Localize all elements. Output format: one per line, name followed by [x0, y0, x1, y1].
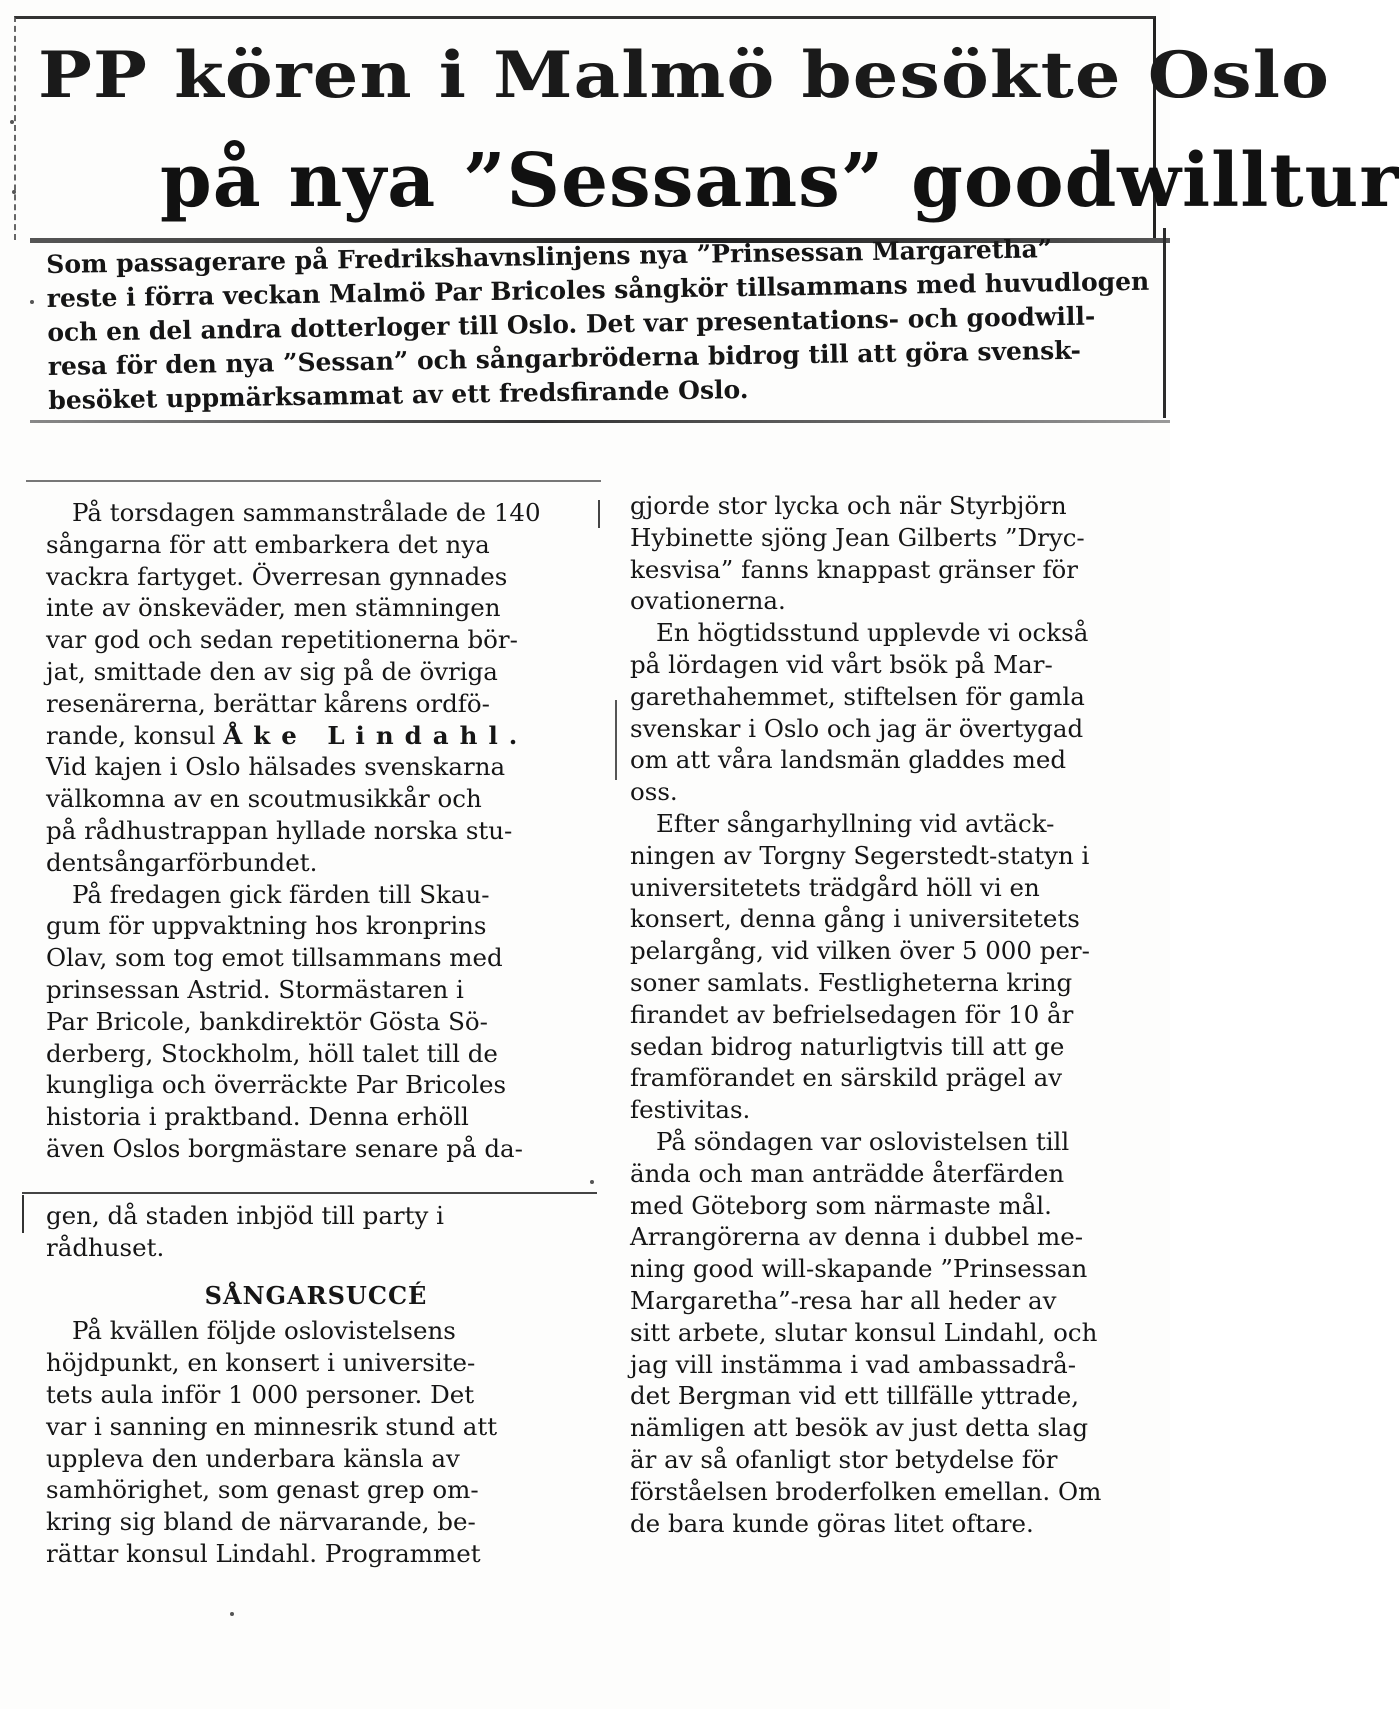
body-line: rådhuset.	[46, 1232, 165, 1262]
column-divider	[615, 700, 617, 780]
column-wrap-rule	[22, 1195, 24, 1233]
body-line: Efter sångarhyllning vid avtäck-	[656, 808, 1055, 838]
body-line: även Oslos borgmästare senare på da-	[46, 1133, 523, 1163]
body-line: var god och sedan repetitionerna bör-	[46, 625, 518, 655]
body-line: dentsångarförbundet.	[46, 847, 318, 877]
body-line: På söndagen var oslovistelsen till	[656, 1126, 1070, 1156]
body-line: garethahemmet, stiftelsen för gamla	[630, 681, 1085, 711]
body-line: Par Bricole, bankdirektör Gösta Sö-	[46, 1006, 488, 1036]
body-line: på lördagen vid vårt bsök på Mar-	[630, 649, 1053, 679]
body-line: firandet av befrielsedagen för 10 år	[630, 999, 1074, 1029]
body-line: ning good will-skapande ”Prinsessan	[630, 1254, 1088, 1284]
body-line: inte av önskeväder, men stämningen	[46, 593, 501, 623]
headline-line-2: på nya ”Sessans” goodwilltur	[160, 138, 1399, 224]
body-line: svenskar i Oslo och jag är övertygad	[630, 713, 1084, 743]
section-subhead: SÅNGARSUCCÉ	[204, 1280, 428, 1310]
body-line: ningen av Torgny Segerstedt-statyn i	[630, 840, 1090, 870]
body-line: om att våra landsmän gladdes med	[630, 745, 1067, 775]
body-line: ända och man anträdde återfärden	[630, 1158, 1065, 1188]
column-wrap-rule	[22, 1192, 597, 1194]
left-column-top-rule	[26, 480, 601, 482]
body-line: festivitas.	[630, 1095, 751, 1125]
lead-line: resa för den nya ”Sessan” och sångarbröderna bidrog till att göra svensk-	[47, 335, 1082, 381]
lead-bottom-rule	[30, 420, 1170, 423]
body-line: gum för uppvaktning hos kronprins	[46, 911, 487, 941]
lead-line: reste i förra veckan Malmö Par Bricoles sångkör tillsammans med huvudlogen	[46, 266, 1150, 313]
lead-line: Som passagerare på Fredrikshavnslinjens nya ”Prinsessan Margaretha”	[46, 234, 1053, 279]
body-line: sedan bidrog naturligtvis till att ge	[630, 1031, 1065, 1061]
body-line: prinsessan Astrid. Stormästaren i	[46, 974, 464, 1004]
body-line: de bara kunde göras litet oftare.	[630, 1508, 1034, 1538]
body-line: framförandet en särskild prägel av	[630, 1063, 1063, 1093]
body-line: Hybinette sjöng Jean Gilberts ”Dryc-	[630, 522, 1085, 552]
body-line: med Göteborg som närmaste mål.	[630, 1190, 1052, 1220]
body-line: På fredagen gick färden till Skau-	[72, 879, 490, 909]
body-line: historia i praktband. Denna erhöll	[46, 1102, 469, 1132]
body-line: Vid kajen i Oslo hälsades svenskarna	[46, 752, 506, 782]
body-line: konsert, denna gång i universitetets	[630, 904, 1080, 934]
body-line: nämligen att besök av just detta slag	[630, 1413, 1089, 1443]
lead-right-rule	[1163, 228, 1166, 418]
right-column	[630, 490, 1155, 1539]
body-line: jag vill instämma i vad ambassadrå-	[630, 1349, 1077, 1379]
body-line: sitt arbete, slutar konsul Lindahl, och	[630, 1317, 1098, 1347]
body-line: resenärerna, berättar kårens ordfö-	[46, 688, 490, 718]
body-line: soner samlats. Festligheterna kring	[630, 967, 1073, 997]
body-line: Arrangörerna av denna i dubbel me-	[630, 1222, 1083, 1252]
body-line: oss.	[630, 777, 678, 807]
body-line: sångarna för att embarkera det nya	[46, 529, 490, 559]
print-speck	[30, 300, 34, 304]
body-line	[46, 720, 586, 752]
body-line: vackra fartyget. Överresan gynnades	[46, 561, 508, 591]
left-column	[46, 497, 586, 1165]
body-line: kungliga och överräckte Par Bricoles	[46, 1070, 507, 1100]
print-speck	[10, 120, 14, 124]
body-line: rättar konsul Lindahl. Programmet	[46, 1538, 481, 1568]
body-line: välkomna av en scoutmusikkår och	[46, 784, 482, 814]
lead-line: besöket uppmärksammat av ett fredsfirande Oslo.	[48, 374, 749, 415]
left-column-continuation	[46, 1200, 586, 1570]
body-line: universitetets trädgård höll vi en	[630, 872, 1040, 902]
body-line: jat, smittade den av sig på de övriga	[46, 656, 498, 686]
body-line: ovationerna.	[630, 586, 786, 616]
body-line: gjorde stor lycka och när Styrbjörn	[630, 491, 1067, 520]
person-name: Åke Lindahl.	[223, 720, 529, 750]
body-line: kesvisa” fanns knappast gränser för	[630, 554, 1078, 584]
body-line: derberg, Stockholm, höll talet till de	[46, 1038, 498, 1068]
body-line: förståelsen broderfolken emellan. Om	[630, 1476, 1102, 1506]
print-speck	[590, 1180, 594, 1184]
body-line: Margaretha”-resa har all heder av	[630, 1285, 1057, 1315]
headline-line-1: PP kören i Malmö besökte Oslo	[38, 38, 1331, 113]
print-speck	[12, 190, 16, 194]
body-line: var i sanning en minnesrik stund att	[46, 1411, 498, 1441]
body-line: På torsdagen sammanstrålade de 140	[72, 498, 541, 527]
body-line: är av så ofanligt stor betydelse för	[630, 1444, 1058, 1474]
body-line: Olav, som tog emot tillsammans med	[46, 943, 503, 973]
print-speck	[230, 1612, 234, 1616]
body-line: det Bergman vid ett tillfälle yttrade,	[630, 1381, 1080, 1411]
body-text: rande, konsul	[46, 720, 224, 750]
body-line: uppleva den underbara känsla av	[46, 1443, 460, 1473]
column-divider	[598, 500, 600, 528]
body-line: En högtidsstund upplevde vi också	[656, 618, 1089, 648]
body-line: pelargång, vid vilken över 5 000 per-	[630, 936, 1090, 966]
body-line: höjdpunkt, en konsert i universite-	[46, 1348, 476, 1378]
lead-line: och en del andra dotterloger till Oslo. Det var presentations- och goodwill-	[47, 301, 1096, 347]
body-line: tets aula inför 1 000 personer. Det	[46, 1379, 475, 1409]
body-line: gen, då staden inbjöd till party i	[46, 1201, 444, 1230]
body-line: kring sig bland de närvarande, be-	[46, 1507, 476, 1537]
lead-paragraph	[46, 231, 1159, 418]
body-line: på rådhustrappan hyllade norska stu-	[46, 815, 513, 845]
body-line: samhörighet, som genast grep om-	[46, 1475, 479, 1505]
body-line: På kvällen följde oslovistelsens	[72, 1316, 456, 1346]
